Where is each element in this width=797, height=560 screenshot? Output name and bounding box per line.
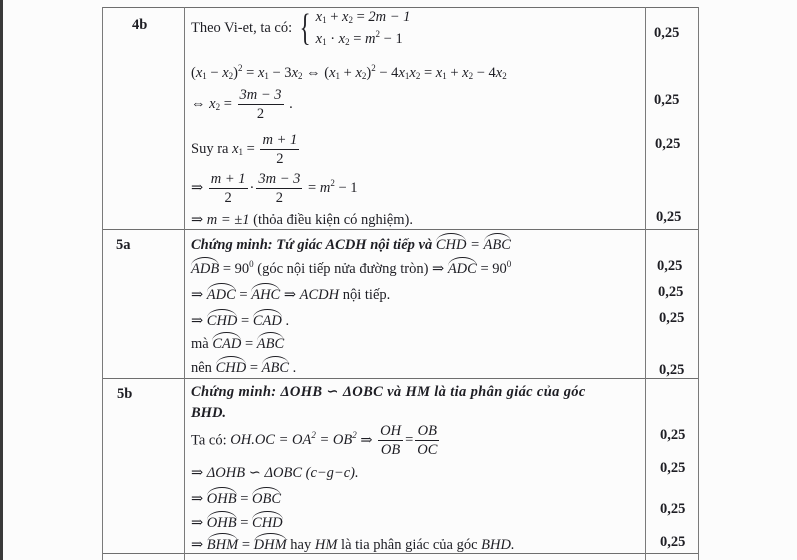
table-border-bottom <box>102 553 699 554</box>
fraction: $\frac{m + 1}{2}$ <box>210 171 246 207</box>
cad-abc-line: mà CAD = ABC <box>191 336 285 352</box>
score-4b-3: 0,25 <box>655 136 681 152</box>
x2-solution: ⇔ $x_2$ = $\frac{3m - 3}{2}$ . <box>191 87 293 123</box>
score-4b-1: 0,25 <box>654 25 680 41</box>
ohb-chd-line: ⇒ OHB = CHD <box>191 515 283 531</box>
brace-icon: { <box>299 7 311 50</box>
task-5b-heading-line2: BHD. <box>191 405 227 421</box>
fraction: $\frac{3m - 3}{2}$ <box>239 87 282 123</box>
task-5b-heading-line1: Chứng minh: ΔOHB ∽ ΔOBC và HM là tia phân giác của góc <box>191 384 586 400</box>
score-4b-4: 0,25 <box>656 209 682 225</box>
bisector-line: ⇒ BHM = DHM hay HM là tia phân giác của góc BHD. <box>191 537 515 553</box>
table-border-left <box>102 7 103 560</box>
column-divider-score <box>645 7 646 560</box>
power-of-point-line: Ta có: $OH.OC = OA^2 = OB^2$ ⇒ $\frac{OH}{OB}$ = $\frac{OB}{OC}$ <box>191 423 438 459</box>
row-divider-4b-5a <box>102 229 699 230</box>
viet-system <box>191 6 410 51</box>
fraction: $\frac{m + 1}{2}$ <box>262 132 298 168</box>
viet-equations: $x_1 + x_2 = 2m - 1$ $x_1 \cdot x_2 = m^2 - 1$ <box>315 9 411 48</box>
m-conclusion: ⇒ m = ±1 (thỏa điều kiện có nghiệm). <box>191 212 413 228</box>
column-divider-content <box>184 7 185 560</box>
viet-prefix: Theo Vi-et, ta có: <box>191 20 293 37</box>
fraction: $\frac{OB}{OC}$ <box>417 423 438 459</box>
chd-abc-line: nên CHD = ABC . <box>191 360 297 376</box>
squared-difference-equation: $(x_1 - x_2)^2 = x_1 - 3x_2$ ⇔ $(x_1 + x_2)^2 - 4x_1x_2 = x_1 + x_2 - 4x_2$ <box>191 63 507 81</box>
fraction: $\frac{OH}{OB}$ <box>380 423 402 459</box>
scan-edge <box>0 0 3 560</box>
score-4b-2: 0,25 <box>654 92 680 108</box>
score-5b-4: 0,25 <box>660 534 686 550</box>
chd-cad-line: ⇒ CHD = CAD . <box>191 313 290 329</box>
product-equation: ⇒ $\frac{m + 1}{2}$ · $\frac{3m - 3}{2}$ = $m^2 - 1$ <box>191 171 358 207</box>
x1-solution: Suy ra $x_1$ = $\frac{m + 1}{2}$ <box>191 132 298 168</box>
row-divider-5a-5b <box>102 378 699 379</box>
task-5a-heading: Chứng minh: Tứ giác ACDH nội tiếp và CHD = ABC <box>191 237 511 253</box>
fraction: $\frac{3m - 3}{2}$ <box>258 171 301 207</box>
score-5b-2: 0,25 <box>660 460 686 476</box>
similar-triangles-line: ⇒ ΔOHB ∽ ΔOBC (c−g−c). <box>191 465 359 481</box>
angle-adb-line: ADB = $90^0$ (góc nội tiếp nửa đường tròn) ⇒ ADC = $90^0$ <box>191 259 512 277</box>
score-5a-3: 0,25 <box>659 310 685 326</box>
score-5a-4: 0,25 <box>659 362 685 378</box>
score-5a-2: 0,25 <box>658 284 684 300</box>
score-5b-3: 0,25 <box>660 501 686 517</box>
score-5b-1: 0,25 <box>660 427 686 443</box>
row-label-4b: 4b <box>132 17 148 33</box>
row-label-5a: 5a <box>116 237 131 253</box>
row-label-5b: 5b <box>117 386 133 402</box>
table-border-right <box>698 7 699 560</box>
viet-sum-rhs: 2m − 1 <box>368 9 411 25</box>
ohb-obc-line: ⇒ OHB = OBC <box>191 491 282 507</box>
score-5a-1: 0,25 <box>657 258 683 274</box>
cyclic-quad-line: ⇒ ADC = AHC ⇒ ACDH nội tiếp. <box>191 287 391 303</box>
